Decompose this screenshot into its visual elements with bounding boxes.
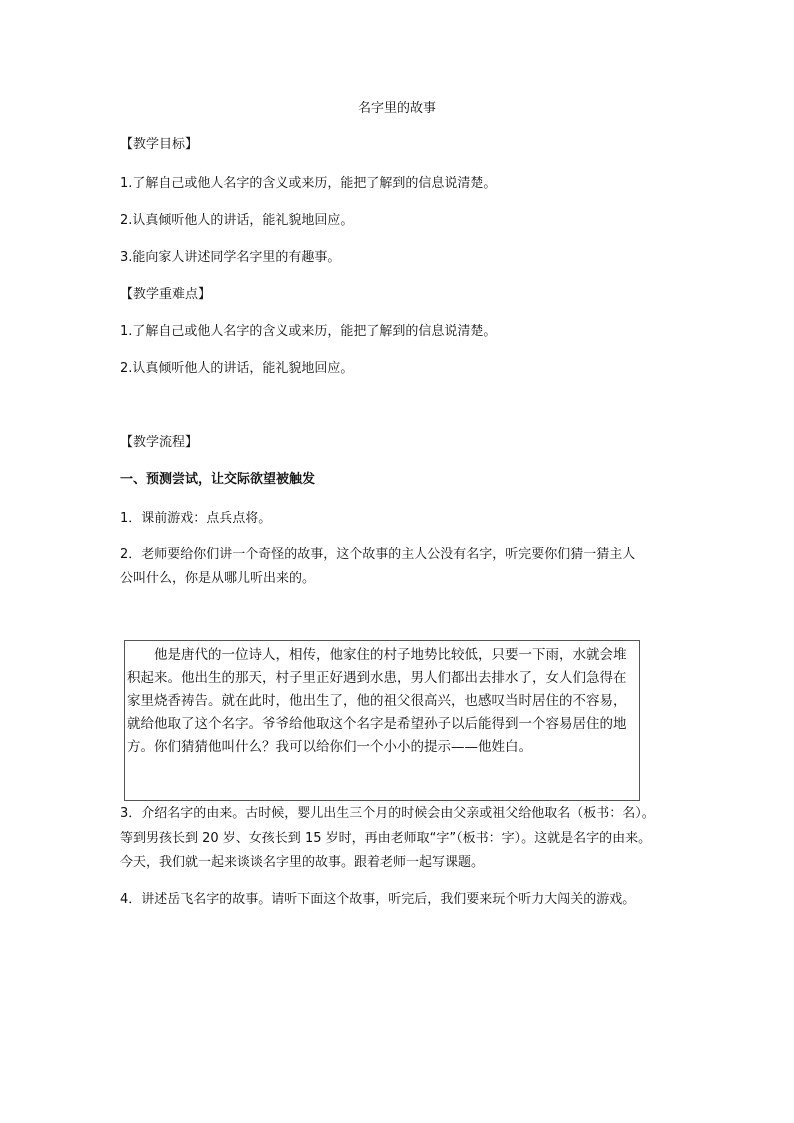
process-step-2-line-1: 2．老师要给你们讲一个奇怪的故事，这个故事的主人公没有名字，听完要你们猜一猜主人 — [120, 547, 636, 562]
story-line: 就给他取了这个名字。爷爷给他取这个名字是希望孙子以后能得到一个容易居住的地 — [127, 716, 627, 732]
key-points-heading: 【教学重难点】 — [120, 287, 212, 302]
story-text — [127, 644, 637, 759]
story-line: 积起来。他出生的那天，村子里正好遇到水患，男人们都出去排水了，女人们急得在 — [127, 670, 627, 686]
objective-item-2: 2.认真倾听他人的讲话，能礼貌地回应。 — [120, 213, 354, 228]
story-box — [124, 640, 640, 801]
key-point-item-2: 2.认真倾听他人的讲话，能礼貌地回应。 — [120, 361, 354, 376]
process-step-2-line-2: 公叫什么，你是从哪儿听出来的。 — [120, 571, 316, 586]
process-part-one-heading: 一、预测尝试，让交际欲望被触发 — [120, 472, 316, 487]
process-step-4: 4．讲述岳飞名字的故事。请听下面这个故事，听完后，我们要来玩个听力大闯关的游戏。 — [120, 892, 636, 907]
objective-item-3: 3.能向家人讲述同学名字里的有趣事。 — [120, 250, 341, 265]
story-line: 方。你们猜猜他叫什么？我可以给你们一个小小的提示——他姓白。 — [127, 739, 532, 755]
objectives-heading: 【教学目标】 — [120, 137, 199, 152]
objective-item-1: 1.了解自己或他人名字的含义或来历，能把了解到的信息说清楚。 — [120, 176, 497, 191]
story-line: 家里烧香祷告。就在此时，他出生了，他的祖父很高兴，也感叹当时居住的不容易， — [127, 693, 627, 709]
page-title: 名字里的故事 — [357, 101, 436, 116]
process-step-1: 1．课前游戏：点兵点将。 — [120, 511, 272, 526]
process-heading: 【教学流程】 — [120, 435, 199, 450]
process-step-3-line-3: 今天，我们就一起来谈谈名字里的故事。跟着老师一起写课题。 — [120, 855, 485, 870]
key-point-item-1: 1.了解自己或他人名字的含义或来历，能把了解到的信息说清楚。 — [120, 324, 497, 339]
process-step-3-line-2: 等到男孩长到 20 岁、女孩长到 15 岁时，再由老师取“字”（板书：字）。这就是名字的由来。 — [120, 831, 652, 846]
process-step-3-line-1: 3．介绍名字的由来。古时候，婴儿出生三个月的时候会由父亲或祖父给他取名（板书：名）。 — [120, 806, 655, 821]
story-line: 他是唐代的一位诗人，相传，他家住的村子地势比较低，只要一下雨，水就会堆 — [127, 647, 627, 663]
